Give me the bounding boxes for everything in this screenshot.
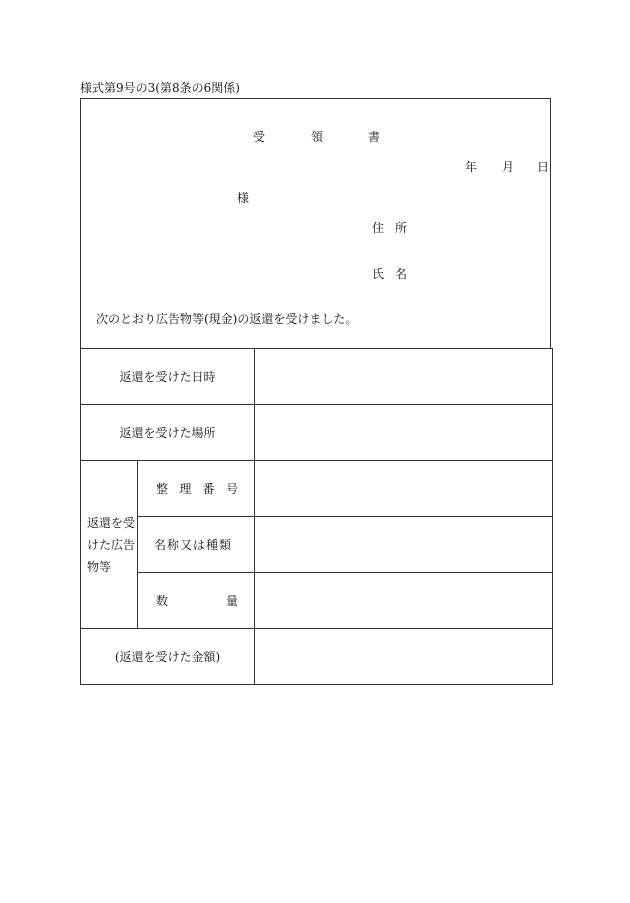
return-details-table [80,348,553,685]
returned-datetime-label: 返還を受けた日時 [81,349,255,405]
date-month-label: 月 [502,160,515,174]
name-label-char-2: 名 [395,267,408,281]
addressee-suffix: 様 [237,191,250,205]
serial-label-char: 理 [179,482,192,496]
table-row [81,573,553,629]
serial-label-char: 整 [156,482,169,496]
date-day-label: 日 [537,160,550,174]
address-label-char-1: 住 [372,221,385,235]
date-year-label: 年 [465,160,478,174]
serial-number-label [138,461,255,517]
quantity-label-char: 数 [156,594,169,608]
serial-label-char: 番 [202,482,215,496]
address-label-char-2: 所 [395,221,408,235]
name-or-type-label: 名称又は種類 [138,517,255,573]
serial-number-field[interactable] [255,461,553,517]
name-or-type-field[interactable] [255,517,553,573]
returned-datetime-field[interactable] [255,349,553,405]
table-row [81,349,553,405]
title-char-1: 受 [253,130,266,144]
title-char-2: 領 [311,130,324,144]
returned-place-label: 返還を受けた場所 [81,405,255,461]
returned-amount-label: (返還を受けた金額) [81,629,255,685]
group-label-line-2: けた広告 [87,537,136,552]
table-row [81,461,553,517]
title-char-3: 書 [368,130,381,144]
quantity-field[interactable] [255,573,553,629]
table-row [81,629,553,685]
form-number-label: 様式第9号の3(第8条の6関係) [80,81,240,95]
serial-label-char: 号 [225,482,238,496]
quantity-label-char: 量 [226,594,239,608]
quantity-label [138,573,255,629]
group-label-line-3: 物等 [87,559,112,574]
returned-items-group-label [81,461,138,629]
receipt-statement: 次のとおり広告物等(現金)の返還を受けました。 [96,312,358,326]
group-label-line-1: 返還を受 [87,515,136,530]
table-row [81,405,553,461]
returned-amount-field[interactable] [255,629,553,685]
table-row [81,517,553,573]
returned-place-field[interactable] [255,405,553,461]
name-label-char-1: 氏 [372,267,385,281]
